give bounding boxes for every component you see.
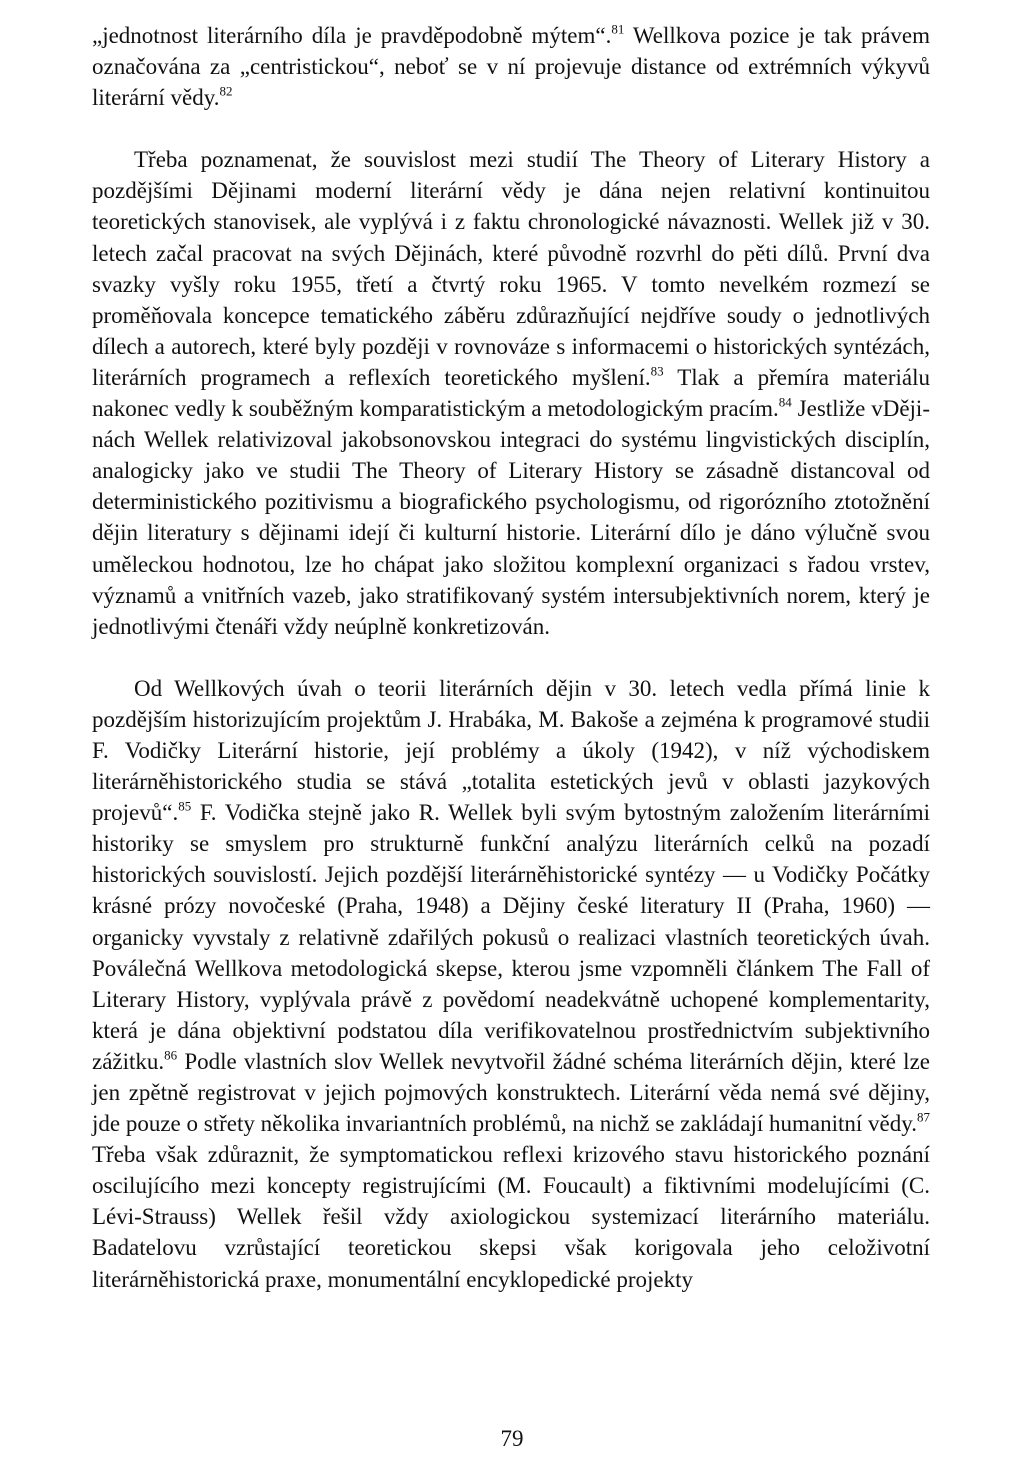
- footnote-marker: 85: [178, 798, 192, 814]
- footnote-marker: 84: [778, 394, 792, 410]
- text-run: Podle vlastních slov Wellek nevytvořil žádné schéma literárních dějin, které lze jen zpětně registrovat v jejich pojmových konstruktech. Literární věda nemá své dějiny, jde pouze o střety několika invariantních problémů, na nichž se zakládají humanitní vědy.: [92, 1048, 930, 1137]
- footnote-marker: 87: [917, 1109, 930, 1125]
- text-run: Jestliže vDějinách Wellek relativizoval jakobsonovskou integraci do systému lingvistických disciplín, analogicky jako ve studii The Theory of Literary History se zásadně distancoval od deterministického pozitivismu a biografického psychologismu, od rigorózního ztotožnění dějin literatury s dějinami idejí či kulturní historie. Literární dílo je dáno výlučně svou uměleckou hodnotou, lze ho chápat jako složitou komplexní organizaci s řadou vrstev, významů a vnitřních vazeb, jako stratifikovaný systém intersubjektivních norem, který je jednotlivými čtenáři vždy neúplně konkretizován.: [92, 396, 930, 639]
- text-run: Tlak a přemíra materiálu nakonec vedly k souběžným komparatistickým a metodologickým pracím.: [92, 364, 931, 422]
- footnote-marker: 81: [611, 21, 625, 37]
- footnote-marker: 82: [219, 83, 233, 99]
- text-run: Třeba poznamenat, že souvislost mezi studií The Theory of Literary History a pozdějšími Dějinami moderní literární vědy je dána nejen relativní kontinuitou teoretických stanovisek, ale vyplývá i z faktu chronologické návaznosti. Wellek již v 30. letech začal pracovat na svých Dějinách, které původně rozvrhl do pěti dílů. První dva svazky vyšly roku 1955, třetí a čtvrtý roku 1965. V tomto nevelkém rozmezí se proměňovala koncepce tematického záběru zdůrazňující nejdříve soudy o jednotlivých dílech a autorech, které byly později v rovnováze s informacemi o historických syntézách, literárních programech a reflexích teoretického myšlení.: [92, 147, 930, 390]
- footnote-marker: 86: [164, 1047, 178, 1063]
- text-run: Wellkova pozice je tak právem označována za „centristickou“, neboť se v ní projevuje distance od extrémních výkyvů literární vědy.: [92, 23, 930, 111]
- footnote-marker: 83: [650, 363, 664, 379]
- text-run: F. Vodička stejně jako R. Wellek byli svým bytostným založením literárními historiky se smyslem pro strukturně funkční analýzu literárních celků na pozadí historických souvislostí. Jejich pozdější literárněhistorické syntézy — u Vodičky Počátky krásné prózy novočeské (Praha, 1948) a Dějiny české literatury II (Praha, 1960) — organicky vyvstaly z relativně zdařilých pokusů o realizaci vlastních teoretických úvah. Poválečná Wellkova metodologická skepse, kterou jsme vzpomněli článkem The Fall of Literary History, vyplývala právě z povědomí neadekvátně uchopené komplementarity, která je dána objektivní podstatou díla verifikovatelnou prostřednictvím subjektivního zážitku.: [92, 800, 930, 1074]
- page-body: [92, 20, 930, 1295]
- text-run: „jednotnost literárního díla je pravděpodobně mýtem“.: [92, 23, 612, 48]
- text-run: Od Wellkových úvah o teorii literárních dějin v 30. letech vedla přímá linie k pozdějším historizujícím projektům J. Hrabáka, M. Bakoše a zejména k programové studii F. Vodičky Literární historie, její problémy a úkoly (1942), v níž východiskem literárněhistorického studia se stává „totalita estetických jevů v oblasti jazykových projevů“.: [92, 675, 930, 826]
- paragraph-3: [92, 673, 930, 1295]
- paragraph-1: [92, 20, 930, 113]
- text-run: Třeba však zdůraznit, že symptomatickou reflexi krizového stavu historického poznání oscilujícího mezi koncepty registrujícími (M. Foucault) a fiktivními modelujícími (C. Lévi-Strauss) Wellek řešil vždy axiologickou systemizací literárního materiálu. Badatelovu vzrůstající teoretickou skepsi však korigovala jeho celoživotní literárněhistorická praxe, monumentální encyklopedické projekty: [92, 1142, 930, 1292]
- paragraph-2: [92, 144, 930, 642]
- page-number: 79: [500, 1426, 524, 1451]
